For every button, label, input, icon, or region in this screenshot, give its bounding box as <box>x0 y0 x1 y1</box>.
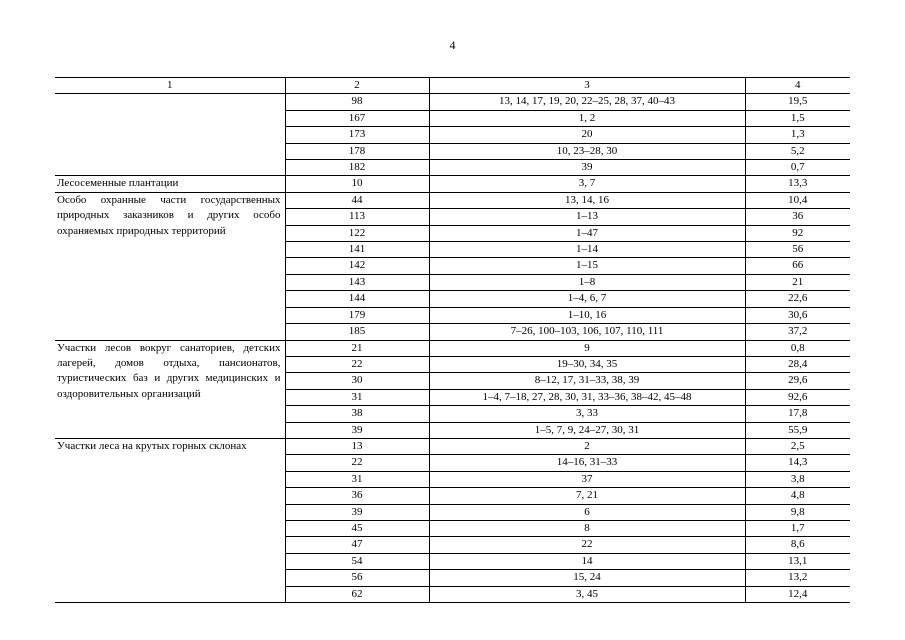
area-cell: 5,2 <box>745 143 850 159</box>
forest-table <box>55 77 850 603</box>
area-cell: 8,6 <box>745 537 850 553</box>
quarter-number-cell: 22 <box>285 455 429 471</box>
category-cell: Особо охранные части государственных природных заказников и других особо охраняемых природных территорий <box>55 192 285 340</box>
quarter-number-cell: 167 <box>285 110 429 126</box>
area-cell: 13,2 <box>745 570 850 586</box>
quarter-number-cell: 54 <box>285 553 429 569</box>
quarter-number-cell: 13 <box>285 438 429 454</box>
area-cell: 29,6 <box>745 373 850 389</box>
quarter-number-cell: 21 <box>285 340 429 356</box>
table-row <box>55 192 850 208</box>
quarter-number-cell: 36 <box>285 488 429 504</box>
table-row <box>55 340 850 356</box>
allotment-numbers-cell: 1–8 <box>429 274 745 290</box>
area-cell: 19,5 <box>745 94 850 110</box>
quarter-number-cell: 179 <box>285 307 429 323</box>
allotment-numbers-cell: 19–30, 34, 35 <box>429 356 745 372</box>
allotment-numbers-cell: 15, 24 <box>429 570 745 586</box>
allotment-numbers-cell: 13, 14, 17, 19, 20, 22–25, 28, 37, 40–43 <box>429 94 745 110</box>
table-row <box>55 94 850 110</box>
allotment-numbers-cell: 37 <box>429 471 745 487</box>
quarter-number-cell: 31 <box>285 471 429 487</box>
area-cell: 37,2 <box>745 324 850 340</box>
allotment-numbers-cell: 1–14 <box>429 242 745 258</box>
area-cell: 1,5 <box>745 110 850 126</box>
allotment-numbers-cell: 1–4, 7–18, 27, 28, 30, 31, 33–36, 38–42, 45–48 <box>429 389 745 405</box>
quarter-number-cell: 141 <box>285 242 429 258</box>
page-number: 4 <box>449 38 456 52</box>
allotment-numbers-cell: 8–12, 17, 31–33, 38, 39 <box>429 373 745 389</box>
area-cell: 12,4 <box>745 586 850 602</box>
header-cell-3: 3 <box>429 78 745 94</box>
quarter-number-cell: 22 <box>285 356 429 372</box>
allotment-numbers-cell: 13, 14, 16 <box>429 192 745 208</box>
quarter-number-cell: 38 <box>285 406 429 422</box>
area-cell: 66 <box>745 258 850 274</box>
quarter-number-cell: 31 <box>285 389 429 405</box>
allotment-numbers-cell: 1–10, 16 <box>429 307 745 323</box>
area-cell: 0,8 <box>745 340 850 356</box>
category-cell: Лесосеменные плантации <box>55 176 285 192</box>
area-cell: 22,6 <box>745 291 850 307</box>
quarter-number-cell: 47 <box>285 537 429 553</box>
quarter-number-cell: 113 <box>285 209 429 225</box>
allotment-numbers-cell: 1–13 <box>429 209 745 225</box>
area-cell: 28,4 <box>745 356 850 372</box>
quarter-number-cell: 30 <box>285 373 429 389</box>
area-cell: 92 <box>745 225 850 241</box>
quarter-number-cell: 143 <box>285 274 429 290</box>
quarter-number-cell: 10 <box>285 176 429 192</box>
allotment-numbers-cell: 2 <box>429 438 745 454</box>
quarter-number-cell: 182 <box>285 160 429 176</box>
allotment-numbers-cell: 14 <box>429 553 745 569</box>
area-cell: 0,7 <box>745 160 850 176</box>
quarter-number-cell: 173 <box>285 127 429 143</box>
allotment-numbers-cell: 6 <box>429 504 745 520</box>
category-cell: Участки леса на крутых горных склонах <box>55 438 285 602</box>
allotment-numbers-cell: 39 <box>429 160 745 176</box>
allotment-numbers-cell: 3, 7 <box>429 176 745 192</box>
area-cell: 13,3 <box>745 176 850 192</box>
quarter-number-cell: 56 <box>285 570 429 586</box>
category-cell <box>55 94 285 176</box>
header-cell-1: 1 <box>55 78 285 94</box>
quarter-number-cell: 185 <box>285 324 429 340</box>
allotment-numbers-cell: 1, 2 <box>429 110 745 126</box>
area-cell: 21 <box>745 274 850 290</box>
area-cell: 10,4 <box>745 192 850 208</box>
allotment-numbers-cell: 1–15 <box>429 258 745 274</box>
table-row <box>55 176 850 192</box>
quarter-number-cell: 98 <box>285 94 429 110</box>
quarter-number-cell: 144 <box>285 291 429 307</box>
quarter-number-cell: 44 <box>285 192 429 208</box>
allotment-numbers-cell: 1–5, 7, 9, 24–27, 30, 31 <box>429 422 745 438</box>
quarter-number-cell: 39 <box>285 504 429 520</box>
area-cell: 56 <box>745 242 850 258</box>
allotment-numbers-cell: 7, 21 <box>429 488 745 504</box>
header-cell-4: 4 <box>745 78 850 94</box>
area-cell: 4,8 <box>745 488 850 504</box>
allotment-numbers-cell: 1–4, 6, 7 <box>429 291 745 307</box>
table-row <box>55 438 850 454</box>
area-cell: 17,8 <box>745 406 850 422</box>
allotment-numbers-cell: 9 <box>429 340 745 356</box>
area-cell: 30,6 <box>745 307 850 323</box>
quarter-number-cell: 39 <box>285 422 429 438</box>
category-cell: Участки лесов вокруг санаториев, детских лагерей, домов отдыха, пансионатов, туристических баз и других медицинских и оздоровительных организаций <box>55 340 285 438</box>
area-cell: 92,6 <box>745 389 850 405</box>
area-cell: 2,5 <box>745 438 850 454</box>
area-cell: 13,1 <box>745 553 850 569</box>
allotment-numbers-cell: 10, 23–28, 30 <box>429 143 745 159</box>
area-cell: 1,3 <box>745 127 850 143</box>
allotment-numbers-cell: 8 <box>429 520 745 536</box>
area-cell: 1,7 <box>745 520 850 536</box>
allotment-numbers-cell: 14–16, 31–33 <box>429 455 745 471</box>
allotment-numbers-cell: 3, 45 <box>429 586 745 602</box>
area-cell: 9,8 <box>745 504 850 520</box>
header-cell-2: 2 <box>285 78 429 94</box>
table-body <box>55 78 850 603</box>
allotment-numbers-cell: 20 <box>429 127 745 143</box>
allotment-numbers-cell: 7–26, 100–103, 106, 107, 110, 111 <box>429 324 745 340</box>
quarter-number-cell: 178 <box>285 143 429 159</box>
area-cell: 36 <box>745 209 850 225</box>
allotment-numbers-cell: 3, 33 <box>429 406 745 422</box>
area-cell: 55,9 <box>745 422 850 438</box>
quarter-number-cell: 142 <box>285 258 429 274</box>
quarter-number-cell: 45 <box>285 520 429 536</box>
allotment-numbers-cell: 22 <box>429 537 745 553</box>
area-cell: 14,3 <box>745 455 850 471</box>
allotment-numbers-cell: 1–47 <box>429 225 745 241</box>
header-row <box>55 78 850 94</box>
quarter-number-cell: 62 <box>285 586 429 602</box>
quarter-number-cell: 122 <box>285 225 429 241</box>
area-cell: 3,8 <box>745 471 850 487</box>
